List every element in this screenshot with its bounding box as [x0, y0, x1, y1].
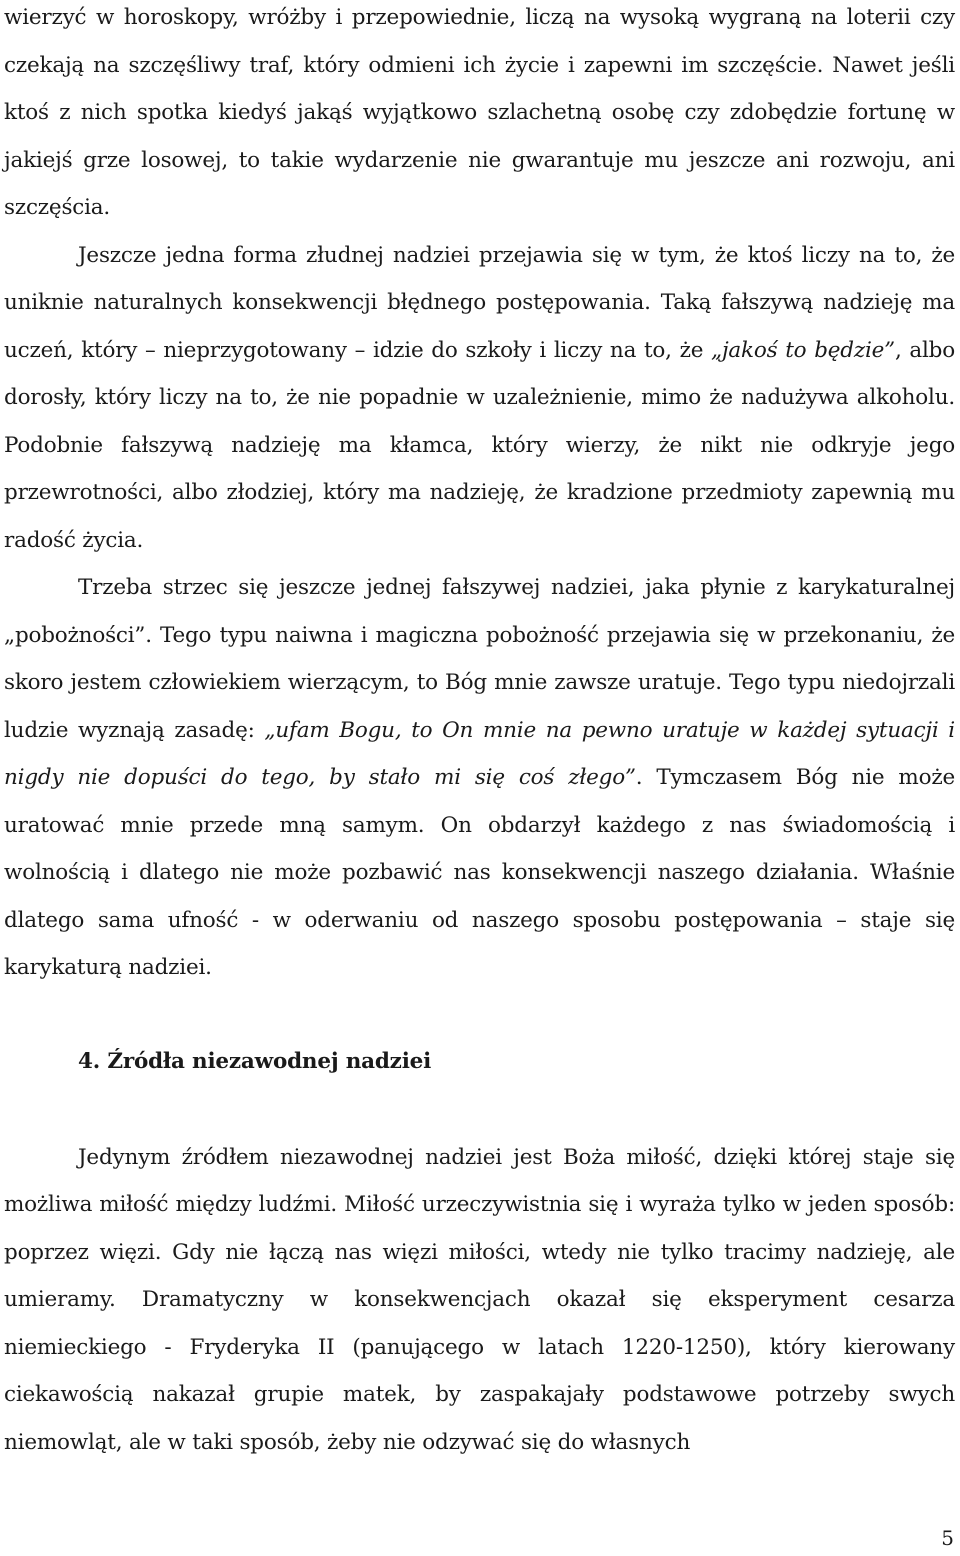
paragraph-text: Trzeba strzec się jeszcze jednej fałszywej nadziei, jaka płynie z karykaturalnej „pobożności”. Tego typu naiwna i magiczna pobożność przejawia się w przekonaniu, że skoro jestem człowiekiem wierzącym, to Bóg mnie zawsze uratuje. Tego typu niedojrzali ludzie wyznają zasadę:	[4, 575, 955, 743]
body-paragraph	[4, 564, 955, 992]
paragraph-text: Jeszcze jedna forma złudnej nadziei przejawia się w tym, że ktoś liczy na to, że uniknie naturalnych konsekwencji błędnego postępowania. Taką fałszywą nadzieję ma uczeń, który – nieprzygotowany – idzie do szkoły i liczy na to, że	[4, 242, 955, 363]
paragraph-text: , albo dorosły, który liczy na to, że nie popadnie w uzależnienie, mimo że nadużywa alkoholu. Podobnie fałszywą nadzieję ma kłamca, który wierzy, że nikt nie odkryje jego przewrotności, albo złodziej, który ma nadzieję, że kradzione przedmioty zapewnią mu radość życia.	[4, 337, 955, 553]
paragraph-text: . Tymczasem Bóg nie może uratować mnie przede mną samym. On obdarzył każdego z nas świadomością i wolnością i dlatego nie może pozbawić nas konsekwencji naszego działania. Właśnie dlatego sama ufność - w oderwaniu od naszego sposobu postępowania – staje się karykaturą nadziei.	[4, 765, 955, 980]
italic-quote: „jakoś to będzie”	[711, 337, 895, 363]
body-paragraph: Jedynym źródłem niezawodnej nadziei jest Boża miłość, dzięki której staje się możliwa miłość między ludźmi. Miłość urzeczywistnia się i wyraża tylko w jeden sposób: poprzez więzi. Gdy nie łączą nas więzi miłości, wtedy nie tylko tracimy nadzieję, ale umieramy. Dramatyczny w konsekwencjach okazał się eksperyment cesarza niemieckiego - Fryderyka II (panującego w latach 1220-1250), który kierowany ciekawością nakazał grupie matek, by zaspakajały podstawowe potrzeby swych niemowląt, ale w taki sposób, żeby nie odzywać się do własnych	[4, 1144, 955, 1455]
body-paragraph	[4, 232, 955, 565]
section-heading: 4. Źródła niezawodnej nadziei	[78, 1048, 432, 1074]
document-page	[4, 0, 955, 1466]
italic-quote: „ufam Bogu, to On mnie na pewno uratuje w każdej sytuacji i nigdy nie dopuści do tego, by stało mi się coś złego”	[4, 717, 955, 790]
page-number: 5	[941, 1526, 954, 1550]
body-paragraph: wierzyć w horoskopy, wróżby i przepowiednie, liczą na wysoką wygraną na loterii czy czekają na szczęśliwy traf, który odmieni ich życie i zapewni im szczęście. Nawet jeśli ktoś z nich spotka kiedyś jakąś wyjątkowo szlachetną osobę czy zdobędzie fortunę w jakiejś grze losowej, to takie wydarzenie nie gwarantuje mu jeszcze ani rozwoju, ani szczęścia.	[4, 5, 955, 220]
